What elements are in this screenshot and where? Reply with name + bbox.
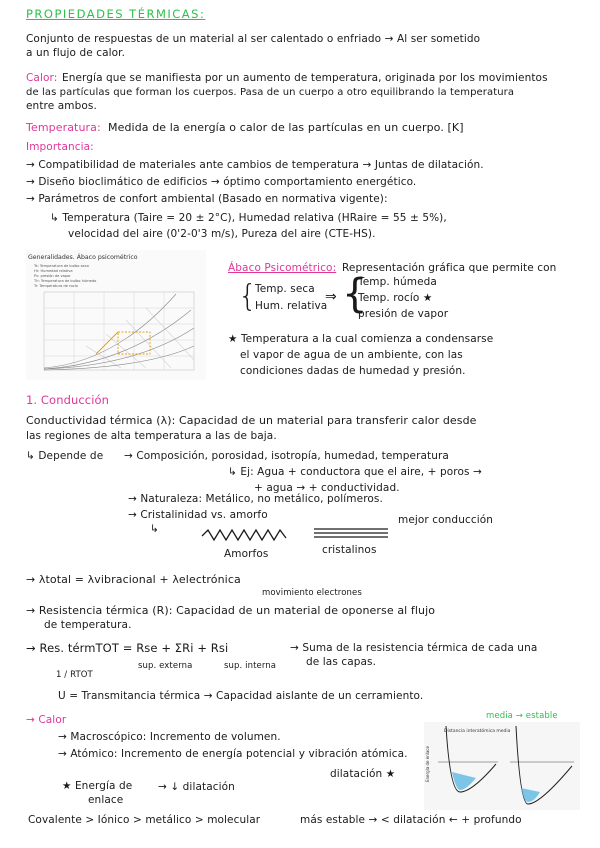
resistencia-sub-ext: sup. externa — [138, 661, 193, 671]
resistencia-sub-int: sup. interna — [224, 661, 277, 671]
mejor-conduccion: mejor conducción — [398, 514, 493, 526]
depende-item-5: → Cristalinidad vs. amorfo — [128, 509, 268, 521]
chart-highlight-line — [96, 332, 118, 354]
abaco-right-3: presión de vapor — [358, 308, 449, 320]
abaco-def: Representación gráfica que permite con — [342, 262, 557, 274]
lambda-formula: → λtotal = λvibracional + λelectrónica — [26, 573, 241, 586]
calor-macro: → Macroscópico: Incremento de volumen. — [58, 731, 281, 743]
abaco-note-1: ★ Temperatura a la cual comienza a condensarse — [228, 333, 494, 345]
energy-plot-ylabel: Energía de enlace — [425, 746, 430, 782]
abaco-left-a: Temp. seca — [255, 283, 315, 295]
abaco-label: Ábaco Psicométrico: — [228, 262, 337, 274]
calor-line-1: Energía que se manifiesta por un aumento de temperatura, originada por los movimientos — [62, 72, 548, 84]
calor-line-3: entre ambos. — [26, 100, 97, 112]
chart-legend-4: Th: Temperatura de bulbo húmedo — [34, 279, 97, 283]
abaco-left-b: Hum. relativa — [255, 300, 328, 312]
calor-line-2: de las partículas que forman los cuerpos. Pasa de un cuerpo a otro equilibrando la temperatura — [26, 87, 515, 98]
abaco-right-1: Temp. húmeda — [358, 276, 437, 288]
page-title: PROPIEDADES TÉRMICAS: — [26, 7, 206, 21]
mas-estable: más estable → < dilatación ← + profundo — [300, 814, 522, 826]
energia-enlace-1: ★ Energía de — [62, 780, 133, 792]
chart-legend-5: Tr: Temperatura de rocío — [34, 284, 78, 288]
importancia-item-4: ↳ Temperatura (Taire = 20 ± 2°C), Humedad relativa (HRaire = 55 ± 5%), — [50, 212, 447, 224]
depende-label: ↳ Depende de — [26, 450, 104, 462]
abaco-arrow: ⇒ — [325, 289, 337, 305]
temperatura-text: Medida de la energía o calor de las partículas en un cuerpo. [K] — [108, 121, 464, 134]
calor-label: Calor: — [26, 72, 58, 84]
temperatura-label: Temperatura: — [26, 121, 101, 134]
chart-legend-3: Pv: presión de vapor — [34, 274, 71, 278]
importancia-item-1: → Compatibilidad de materiales ante cambios de temperatura → Juntas de dilatación. — [26, 159, 484, 171]
chart-wetbulb-lines — [86, 308, 194, 368]
media-estable: media → estable — [486, 711, 558, 721]
conduccion-def-1: Conductividad térmica (λ): Capacidad de un material para transferir calor desde — [26, 414, 477, 427]
importancia-item-5: velocidad del aire (0'2-0'3 m/s), Pureza del aire (CTE-HS). — [68, 228, 376, 240]
intro-line-2: a un flujo de calor. — [26, 47, 126, 59]
energia-enlace-2: enlace — [88, 794, 124, 806]
cristalino-lines — [312, 526, 392, 540]
resistencia-suma-2: de las capas. — [306, 656, 377, 668]
importancia-label: Importancia: — [26, 141, 94, 153]
calor-atom: → Atómico: Incremento de energía potencial y vibración atómica. — [58, 748, 408, 760]
resistencia-suma-1: → Suma de la resistencia térmica de cada una — [290, 642, 538, 654]
sub-arrow-icon: ↳ — [150, 523, 159, 535]
abaco-right-brace: { — [342, 271, 368, 317]
resistencia-def-2: de temperatura. — [44, 619, 132, 631]
depende-item-2: ↳ Ej: Agua + conductora que el aire, + poros → — [228, 466, 482, 478]
energy-plot-title: Distancia interatómica media — [444, 729, 511, 734]
resistencia-fraction: 1 / RTOT — [56, 670, 93, 680]
chart-grid — [44, 292, 194, 370]
amorfos-label: Amorfos — [224, 548, 269, 560]
depende-item-1: → Composición, porosidad, isotropía, humedad, temperatura — [124, 450, 449, 462]
chart-plot-area — [44, 292, 194, 370]
abaco-note-2: el vapor de agua de un ambiente, con las — [240, 349, 463, 361]
abaco-left-brace: { — [238, 279, 258, 314]
energia-arrow: → ↓ dilatación — [158, 781, 235, 793]
importancia-item-2: → Diseño bioclimático de edificios → óptimo comportamiento energético. — [26, 176, 417, 188]
resistencia-formula: → Res. térmTOT = Rse + ΣRi + Rsi — [26, 641, 229, 655]
psychrometric-chart-svg — [26, 250, 206, 380]
resistencia-def-1: → Resistencia térmica (R): Capacidad de un material de oponerse al flujo — [26, 604, 436, 617]
bond-order: Covalente > Iónico > metálico > molecular — [28, 814, 261, 826]
energy-plot — [424, 722, 580, 810]
depende-item-3: + agua → + conductividad. — [254, 482, 400, 494]
chart-legend-2: Hr: Humedad relativa — [34, 269, 73, 273]
chart-legend-1: Ts: Temperatura de bulbo seco — [34, 264, 89, 268]
psychrometric-chart — [26, 250, 206, 380]
abaco-right-2: Temp. rocío ★ — [358, 292, 433, 304]
calor-heading: → Calor — [26, 714, 67, 726]
calor-dilatacion: dilatación ★ — [330, 768, 396, 780]
intro-line-1: Conjunto de respuestas de un material al ser calentado o enfriado → Al ser sometido — [26, 33, 481, 45]
importancia-item-3: → Parámetros de confort ambiental (Basado en normativa vigente): — [26, 193, 388, 205]
amorfo-wave — [200, 526, 290, 546]
cristalinos-label: cristalinos — [322, 544, 377, 556]
movimiento-electrones: movimiento electrones — [262, 588, 362, 598]
chart-title: Generalidades. Ábaco psicométrico — [28, 254, 138, 261]
energy-plot-bg — [424, 722, 580, 810]
abaco-note-3: condiciones dadas de humedad y presión. — [240, 365, 466, 377]
depende-item-4: → Naturaleza: Metálico, no metálico, polímeros. — [128, 493, 383, 505]
conduccion-def-2: las regiones de alta temperatura a las de baja. — [26, 430, 277, 442]
conduccion-heading: 1. Conducción — [26, 393, 110, 407]
transmitancia-def: U = Transmitancia térmica → Capacidad aislante de un cerramiento. — [58, 690, 424, 702]
